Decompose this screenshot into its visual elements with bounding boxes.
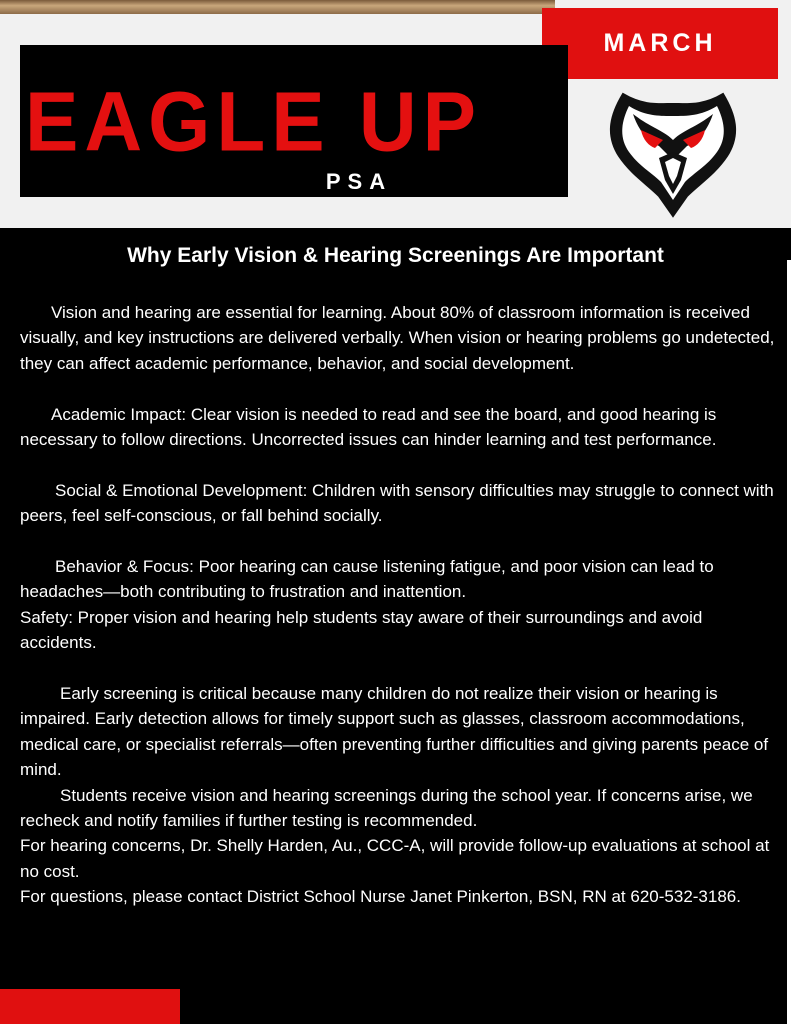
paragraph-intro: Vision and hearing are essential for learning. About 80% of classroom information is received visually, and key instructions are delivered verbally. When vision or hearing problems go undetected, they can affect academic performance, behavior, and social development. xyxy=(20,303,775,373)
paragraph-behavior-focus: Behavior & Focus: Poor hearing can cause listening fatigue, and poor vision can lead to headaches—both contributing to frustration and inattention. xyxy=(20,557,714,602)
paragraph-contact: For questions, please contact District School Nurse Janet Pinkerton, BSN, RN at 620-532-3186. xyxy=(20,887,741,907)
title-banner xyxy=(20,45,568,197)
month-label: MARCH xyxy=(603,29,717,57)
panel-edge xyxy=(787,260,791,1024)
paragraph-early-screening: Early screening is critical because many children do not realize their vision or hearing is impaired. Early detection allows for timely support such as glasses, classroom accommodations, medical care, or specialist referrals—often preventing further difficulties and giving parents peace of mind. xyxy=(20,684,769,780)
eagle-head-icon xyxy=(603,84,743,218)
page-subtitle: PSA xyxy=(325,169,393,194)
month-banner xyxy=(542,8,778,79)
paragraph-hearing-concerns: For hearing concerns, Dr. Shelly Harden, Au., CCC-A, will provide follow-up evaluations at school at no cost. xyxy=(20,836,770,881)
article-body xyxy=(20,300,775,910)
paragraph-social-emotional: Social & Emotional Development: Children with sensory difficulties may struggle to connect with peers, feel self-conscious, or fall behind socially. xyxy=(20,480,774,526)
paragraph-screenings-schedule: Students receive vision and hearing screenings during the school year. If concerns arise, we recheck and notify families if further testing is recommended. xyxy=(20,785,753,831)
page-title: EAGLE UP xyxy=(25,74,482,169)
paragraph-academic-impact: Academic Impact: Clear vision is needed to read and see the board, and good hearing is necessary to follow directions. Uncorrected issues can hinder learning and test performance. xyxy=(20,404,717,450)
article-panel xyxy=(0,228,791,1024)
article-headline: Why Early Vision & Hearing Screenings Are Important xyxy=(127,244,664,267)
wood-strip-decoration xyxy=(0,0,555,14)
paragraph-safety: Safety: Proper vision and hearing help students stay aware of their surroundings and avoid accidents. xyxy=(20,607,703,653)
footer-accent-bar xyxy=(0,989,180,1024)
